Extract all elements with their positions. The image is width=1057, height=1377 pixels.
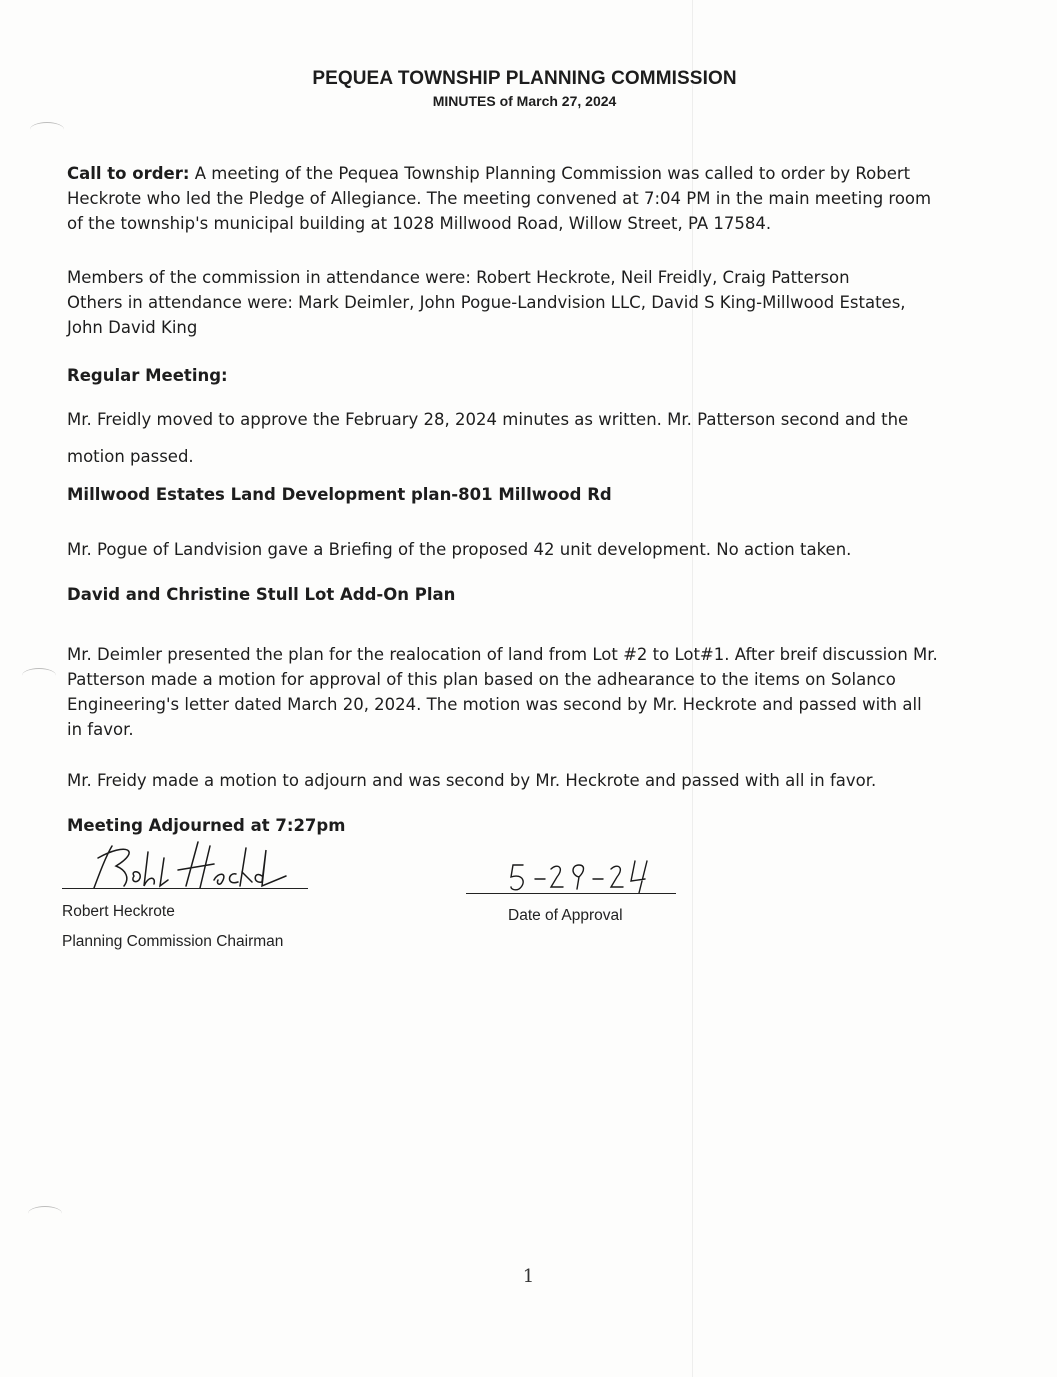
call-to-order-line: Heckrote who led the Pledge of Allegiance. The meeting convened at 7:04 PM in the main meeting room — [67, 189, 932, 208]
date-line — [466, 893, 676, 894]
signature-line — [62, 888, 308, 889]
document-subtitle: MINUTES of March 27, 2024 — [432, 93, 617, 109]
handwritten-date — [505, 855, 665, 895]
stull-line: in favor. — [67, 720, 134, 739]
stull-heading: David and Christine Stull Lot Add-On Plan — [67, 585, 456, 604]
regular-meeting-line: Mr. Freidly moved to approve the February 28, 2024 minutes as written. Mr. Patterson second and the — [67, 410, 909, 429]
stull-paragraph — [67, 642, 987, 742]
document-title: PEQUEA TOWNSHIP PLANNING COMMISSION — [312, 68, 737, 89]
date-of-approval-label: Date of Approval — [508, 907, 623, 924]
call-to-order-line: A meeting of the Pequea Township Planning Commission was called to order by Robert — [189, 164, 911, 183]
signer-role: Planning Commission Chairman — [62, 933, 284, 950]
attendance-line: Others in attendance were: Mark Deimler, John Pogue-Landvision LLC, David S King-Millwood Estates, — [67, 293, 906, 312]
millwood-text: Mr. Pogue of Landvision gave a Briefing of the proposed 42 unit development. No action taken. — [67, 540, 852, 559]
call-to-order-paragraph — [67, 161, 987, 236]
page-number: 1 — [522, 1266, 535, 1287]
adjourn-text: Mr. Freidy made a motion to adjourn and was second by Mr. Heckrote and passed with all in favor. — [67, 771, 877, 790]
handwritten-signature — [86, 836, 306, 896]
meeting-adjourned-heading: Meeting Adjourned at 7:27pm — [67, 816, 346, 835]
call-to-order-label: Call to order: — [67, 164, 190, 183]
scan-hole-mark — [22, 668, 56, 683]
attendance-line: John David King — [67, 318, 198, 337]
regular-meeting-heading: Regular Meeting: — [67, 366, 228, 385]
scan-hole-mark — [30, 122, 64, 137]
attendance-line: Members of the commission in attendance were: Robert Heckrote, Neil Freidly, Craig Patterson — [67, 268, 850, 287]
millwood-heading: Millwood Estates Land Development plan-801 Millwood Rd — [67, 485, 612, 504]
stull-line: Mr. Deimler presented the plan for the realocation of land from Lot #2 to Lot#1. After breif discussion Mr. — [67, 645, 938, 664]
attendance-paragraph — [67, 265, 987, 340]
regular-meeting-line: motion passed. — [67, 447, 194, 466]
stull-line: Patterson made a motion for approval of this plan based on the adhearance to the items on Solanco — [67, 670, 896, 689]
call-to-order-line: of the township's municipal building at 1028 Millwood Road, Willow Street, PA 17584. — [67, 214, 772, 233]
scan-hole-mark — [28, 1206, 62, 1221]
stull-line: Engineering's letter dated March 20, 2024. The motion was second by Mr. Heckrote and passed with all — [67, 695, 922, 714]
signer-name: Robert Heckrote — [62, 903, 175, 920]
